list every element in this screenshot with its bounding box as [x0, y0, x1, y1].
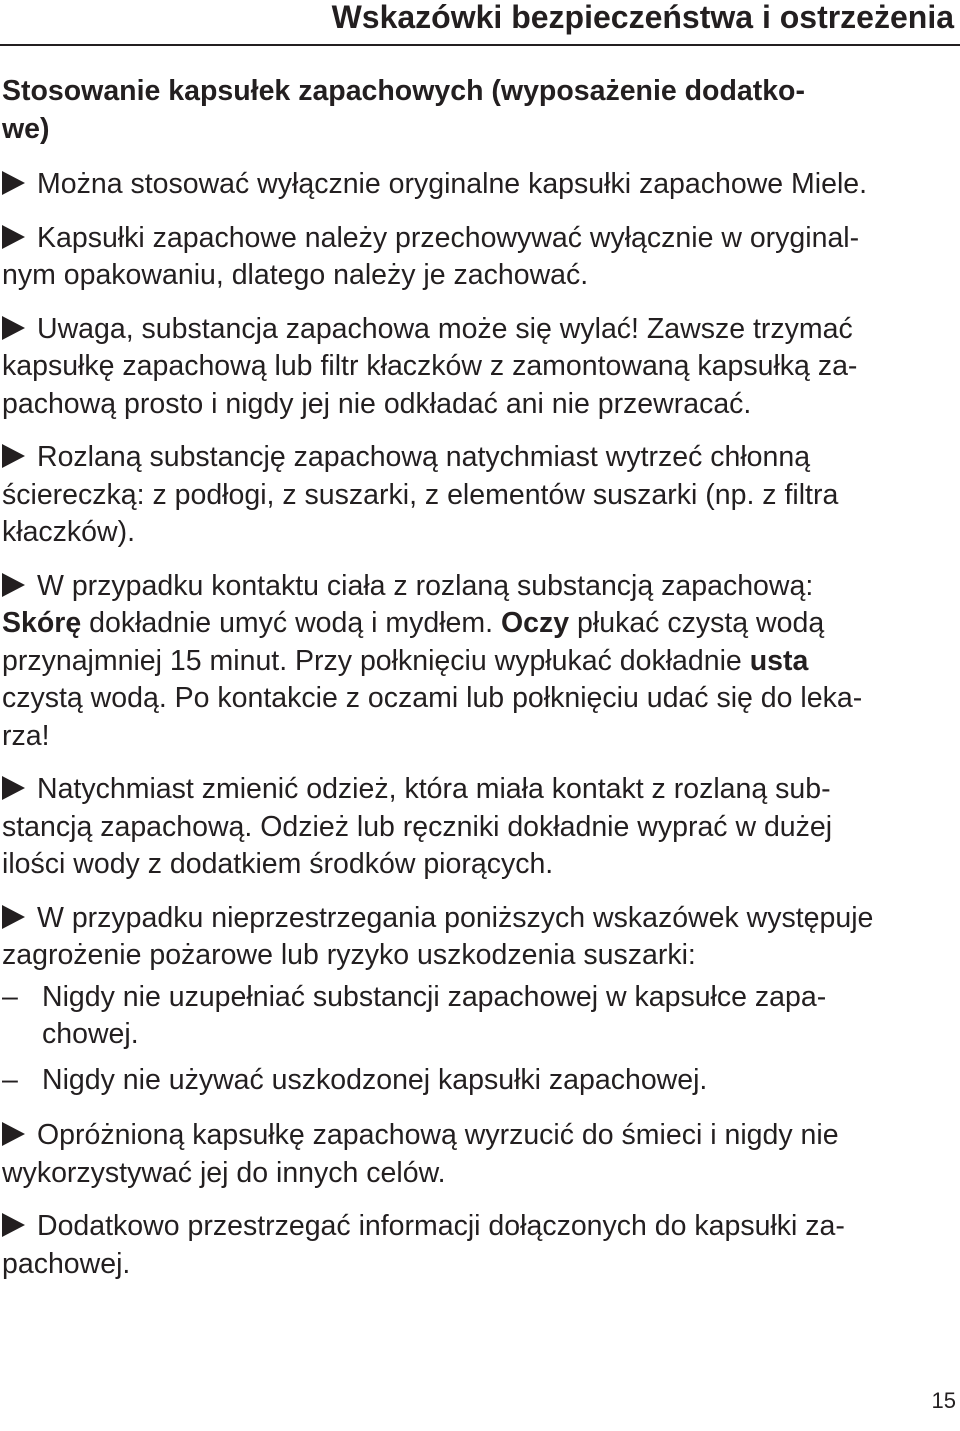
item-line: rza!: [2, 719, 50, 752]
emphasis-mouth: usta: [749, 644, 809, 677]
item-line: Dodatkowo przestrzegać informacji dołączonych do kapsułki za-: [37, 1210, 845, 1242]
warning-item: [2, 1117, 954, 1192]
warning-item: [2, 568, 954, 756]
bullet-arrow-icon: [2, 776, 25, 800]
item-line: zagrożenie pożarowe lub ryzyko uszkodzenia suszarki:: [2, 939, 696, 971]
bullet-arrow-icon: [2, 1122, 25, 1146]
item-line: W przypadku kontaktu ciała z rozlaną substancją zapachową:: [37, 569, 814, 602]
item-line: Kapsułki zapachowe należy przechowywać wyłącznie w oryginal-: [37, 221, 860, 254]
dash-marker: –: [2, 980, 18, 1013]
warning-item: [2, 311, 954, 424]
item-line: ściereczką: z podłogi, z suszarki, z elementów suszarki (np. z filtra: [2, 478, 839, 511]
item-line: czystą wodą. Po kontakcie z oczami lub połknięciu udać się do leka-: [2, 682, 863, 714]
section-title-line: we): [2, 112, 50, 145]
item-line: kłaczków).: [2, 516, 136, 548]
page-header-title: Wskazówki bezpieczeństwa i ostrzeżenia: [331, 0, 954, 35]
item-line: stancją zapachową. Odzież lub ręczniki dokładnie wyprać w dużej: [2, 810, 833, 843]
dash-marker: –: [2, 1063, 18, 1096]
bullet-arrow-icon: [2, 444, 25, 468]
bullet-arrow-icon: [2, 316, 25, 340]
emphasis-skin: Skórę: [2, 607, 82, 639]
item-line: nym opakowaniu, dlatego należy je zachować.: [2, 259, 589, 291]
item-text: dokładnie umyć wodą i mydłem.: [89, 607, 494, 639]
warning-item: [2, 439, 954, 552]
item-line: Można stosować wyłącznie oryginalne kapsułki zapachowe Miele.: [37, 168, 868, 200]
warning-item: [2, 166, 954, 204]
item-line: Opróżnioną kapsułkę zapachową wyrzucić do śmieci i nigdy nie: [37, 1119, 839, 1151]
bullet-arrow-icon: [2, 225, 25, 249]
item-line: pachową prosto i nigdy jej nie odkładać ani nie przewracać.: [2, 387, 752, 420]
bullet-arrow-icon: [2, 905, 25, 929]
dash-list: [2, 979, 954, 1100]
item-line: Nigdy nie używać uszkodzonej kapsułki zapachowej.: [42, 1063, 708, 1096]
item-line: ilości wody z dodatkiem środków piorących.: [2, 848, 554, 880]
bullet-arrow-icon: [2, 171, 25, 195]
dash-list-item: [2, 979, 954, 1054]
item-line: wykorzystywać jej do innych celów.: [2, 1156, 446, 1189]
warning-item: [2, 771, 954, 884]
page-number: 15: [931, 1388, 956, 1413]
emphasis-eyes: Oczy: [501, 607, 570, 639]
item-line: chowej.: [42, 1018, 139, 1050]
section-title-line: Stosowanie kapsułek zapachowych (wyposażenie dodatko-: [2, 75, 805, 107]
dash-list-item: [2, 1062, 954, 1100]
item-line: Rozlaną substancję zapachową natychmiast wytrzeć chłonną: [37, 441, 811, 473]
item-line: pachowej.: [2, 1247, 131, 1280]
warning-item: [2, 1208, 954, 1283]
item-line: Uwaga, substancja zapachowa może się wylać! Zawsze trzymać: [37, 312, 853, 345]
bullet-arrow-icon: [2, 573, 25, 597]
section-title: [2, 73, 954, 148]
item-line: Nigdy nie uzupełniać substancji zapachowej w kapsułce zapa-: [42, 980, 827, 1013]
item-text: płukać czystą wodą: [577, 607, 825, 639]
warning-item: [2, 220, 954, 295]
item-line: Natychmiast zmienić odzież, która miała kontakt z rozlaną sub-: [37, 773, 831, 805]
item-line: kapsułkę zapachową lub filtr kłaczków z zamontowaną kapsułką za-: [2, 350, 858, 382]
item-line: W przypadku nieprzestrzegania poniższych wskazówek występuje: [37, 901, 874, 934]
item-text: przynajmniej 15 minut. Przy połknięciu wypłukać dokładnie: [2, 644, 742, 677]
warning-item: [2, 900, 954, 975]
bullet-arrow-icon: [2, 1213, 25, 1237]
header-divider: [0, 44, 960, 46]
page-content: [2, 73, 954, 1299]
